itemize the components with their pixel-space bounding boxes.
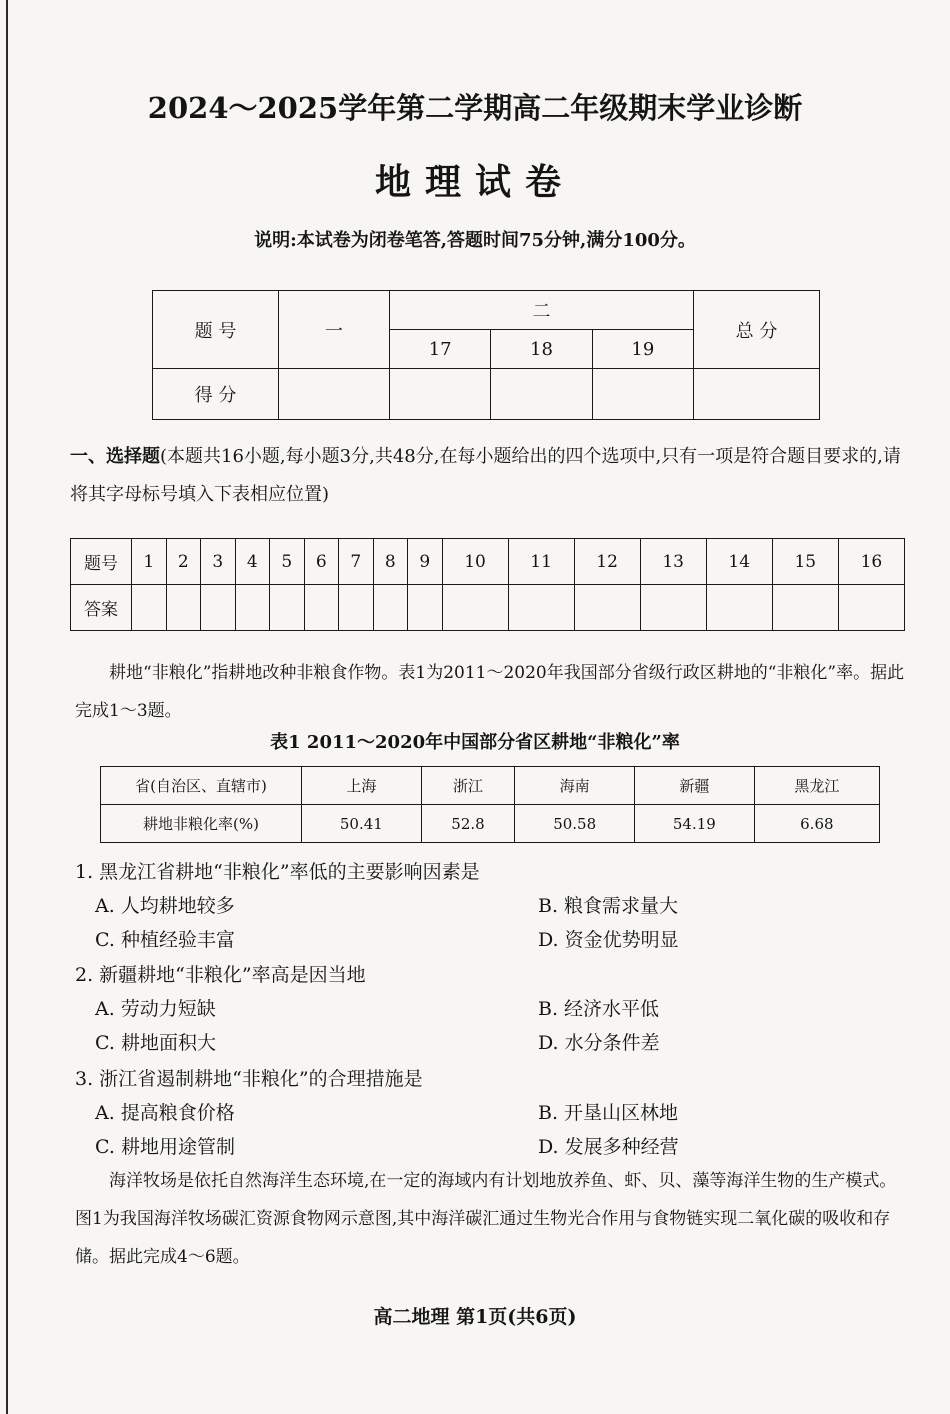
question-3-stem: 3. 浙江省遏制耕地“非粮化”的合理措施是 [75, 1068, 423, 1090]
score-table-part1: 一 [279, 291, 390, 369]
exam-note: 说明:本试卷为闭卷笔答,答题时间75分钟,满分100分。 [254, 230, 696, 251]
exam-subject: 地理试卷 [374, 161, 575, 203]
answer-table-number: 2 [166, 539, 201, 585]
answer-cell[interactable] [408, 585, 443, 631]
question-2-option-b: B. 经济水平低 [538, 998, 660, 1020]
score-table-label-num: 题 号 [153, 291, 279, 369]
answer-cell[interactable] [201, 585, 236, 631]
score-table-q19: 19 [592, 330, 693, 369]
answer-table-number: 1 [132, 539, 167, 585]
score-cell-total[interactable] [694, 369, 820, 420]
answer-table-number: 15 [772, 539, 838, 585]
answer-table [70, 538, 905, 631]
answer-cell[interactable] [508, 585, 574, 631]
section1-title: 一、选择题 [70, 446, 160, 467]
table1-header-label: 省(自治区、直辖市) [101, 767, 302, 805]
question-2-option-c: C. 耕地面积大 [95, 1032, 216, 1054]
question-1-option-c: C. 种植经验丰富 [95, 929, 235, 951]
table1-region: 海南 [515, 767, 635, 805]
answer-cell[interactable] [838, 585, 904, 631]
passage-1: 耕地“非粮化”指耕地改种非粮食作物。表1为2011～2020年我国部分省级行政区耕地的“非粮化”率。据此完成1～3题。 [75, 663, 905, 721]
answer-table-number: 5 [270, 539, 305, 585]
table1-row-label: 耕地非粮化率(%) [101, 805, 302, 843]
answer-table-number: 11 [508, 539, 574, 585]
answer-cell[interactable] [574, 585, 640, 631]
question-3-option-c: C. 耕地用途管制 [95, 1136, 235, 1158]
table1-region: 浙江 [421, 767, 515, 805]
answer-cell[interactable] [132, 585, 167, 631]
answer-table-number: 10 [442, 539, 508, 585]
answer-table-number: 8 [373, 539, 408, 585]
answer-cell[interactable] [772, 585, 838, 631]
answer-table-number: 7 [339, 539, 374, 585]
question-3-option-d: D. 发展多种经营 [538, 1136, 679, 1158]
question-1-option-a: A. 人均耕地较多 [95, 895, 235, 917]
answer-table-num-label: 题号 [71, 539, 132, 585]
answer-table-number: 4 [235, 539, 270, 585]
table1-region: 黑龙江 [754, 767, 879, 805]
question-2-stem: 2. 新疆耕地“非粮化”率高是因当地 [75, 964, 366, 986]
question-3-option-a: A. 提高粮食价格 [95, 1102, 235, 1124]
question-3-option-b: B. 开垦山区林地 [538, 1102, 679, 1124]
score-cell-part1[interactable] [279, 369, 390, 420]
answer-table-number: 3 [201, 539, 236, 585]
question-2-option-a: A. 劳动力短缺 [95, 998, 216, 1020]
answer-cell[interactable] [235, 585, 270, 631]
answer-table-number: 9 [408, 539, 443, 585]
question-2-option-d: D. 水分条件差 [538, 1032, 660, 1054]
table1-region: 新疆 [635, 767, 755, 805]
score-table-q17: 17 [390, 330, 491, 369]
answer-cell[interactable] [706, 585, 772, 631]
answer-cell[interactable] [373, 585, 408, 631]
answer-table-number: 6 [304, 539, 339, 585]
score-cell-q18[interactable] [491, 369, 592, 420]
table1 [100, 766, 880, 843]
score-table-label-score: 得 分 [153, 369, 279, 420]
page-footer: 高二地理 第1页(共6页) [373, 1306, 577, 1328]
table1-value: 50.58 [515, 805, 635, 843]
question-1-option-b: B. 粮食需求量大 [538, 895, 679, 917]
score-table-total: 总 分 [694, 291, 820, 369]
table1-caption: 表1 2011～2020年中国部分省区耕地“非粮化”率 [270, 732, 680, 753]
exam-title: 2024～2025学年第二学期高二年级期末学业诊断 [147, 91, 803, 125]
section1-description: (本题共16小题,每小题3分,共48分,在每小题给出的四个选项中,只有一项是符合题目要求的,请将其字母标号填入下表相应位置) [70, 446, 901, 505]
answer-cell[interactable] [640, 585, 706, 631]
score-table [152, 290, 820, 420]
passage-2: 海洋牧场是依托自然海洋生态环境,在一定的海域内有计划地放养鱼、虾、贝、藻等海洋生物的生产模式。图1为我国海洋牧场碳汇资源食物网示意图,其中海洋碳汇通过生物光合作用与食物链实现二氧化碳的吸收和存储。据此完成4～6题。 [75, 1171, 897, 1267]
question-1-stem: 1. 黑龙江省耕地“非粮化”率低的主要影响因素是 [75, 861, 480, 883]
page-edge-line [6, 0, 8, 1414]
score-table-part2: 二 [390, 291, 694, 330]
table1-value: 54.19 [635, 805, 755, 843]
table1-value: 6.68 [754, 805, 879, 843]
answer-table-number: 16 [838, 539, 904, 585]
answer-cell[interactable] [339, 585, 374, 631]
score-cell-q19[interactable] [592, 369, 693, 420]
answer-table-number: 13 [640, 539, 706, 585]
table1-value: 52.8 [421, 805, 515, 843]
table1-region: 上海 [302, 767, 422, 805]
section1-instructions [70, 438, 910, 514]
score-table-q18: 18 [491, 330, 592, 369]
answer-table-number: 14 [706, 539, 772, 585]
answer-cell[interactable] [304, 585, 339, 631]
answer-cell[interactable] [270, 585, 305, 631]
table1-value: 50.41 [302, 805, 422, 843]
answer-cell[interactable] [166, 585, 201, 631]
answer-cell[interactable] [442, 585, 508, 631]
question-1-option-d: D. 资金优势明显 [538, 929, 679, 951]
answer-table-number: 12 [574, 539, 640, 585]
answer-table-answer-label: 答案 [71, 585, 132, 631]
score-cell-q17[interactable] [390, 369, 491, 420]
